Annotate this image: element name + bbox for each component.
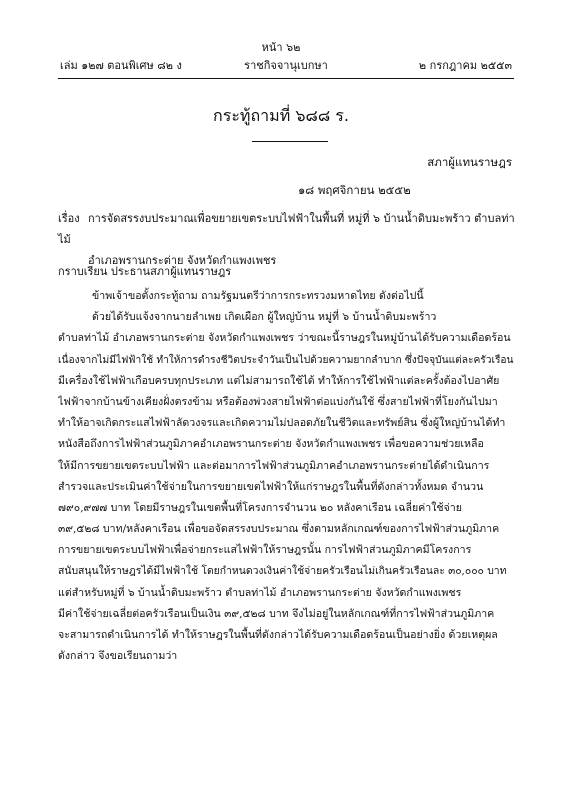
subject-text-1: การจัดสรรงบประมาณเพื่อขยายเขตระบบไฟฟ้าในพื้นที่ หมู่ที่ ๖ บ้านน้ำดิบมะพร้าว ตำบลท่าไม้ bbox=[58, 212, 515, 246]
body-line: มีค่าใช้จ่ายเฉลี่ยต่อครัวเรือนเป็นเงิน ๓๙,๕๒๘ บาท จึงไม่อยู่ในหลักเกณฑ์ที่การไฟฟ้าส่วนภูมิภาค bbox=[58, 607, 495, 620]
body-line: ไฟฟ้าจากบ้านข้างเคียงฝั่งตรงข้าม หรือต้องพ่วงสายไฟฟ้าต่อแบ่งกันใช้ ซึ่งสายไฟฟ้าที่โยงกันไปมา bbox=[58, 395, 498, 408]
body-line: มีเครื่องใช้ไฟฟ้าเกือบครบทุกประเภท แต่ไม่สามารถใช้ได้ ทำให้การใช้ไฟฟ้าแต่ละครั้งต้องไปอาศัย bbox=[58, 374, 500, 387]
salutation: กราบเรียน ประธานสภาผู้แทนราษฎร bbox=[58, 265, 232, 278]
body-line: ๗๙๐,๙๗๗ บาท โดยมีราษฎรในเขตพื้นที่โครงการจำนวน ๒๐ หลังคาเรือน เฉลี่ยค่าใช้จ่าย bbox=[58, 501, 462, 514]
sender-name: สภาผู้แทนราษฎร bbox=[427, 155, 512, 169]
gazette-header bbox=[60, 56, 512, 72]
body-line: ข้าพเจ้าขอตั้งกระทู้ถาม ถามรัฐมนตรีว่าการกระทรวงมหาดไทย ดังต่อไปนี้ bbox=[92, 290, 424, 302]
body-line: หนังสือถึงการไฟฟ้าส่วนภูมิภาคอำเภอพรานกระต่าย จังหวัดกำแพงเพชร เพื่อขอความช่วยเหลือ bbox=[58, 438, 484, 451]
body-line: ให้มีการขยายเขตระบบไฟฟ้า และต่อมาการไฟฟ้าส่วนภูมิภาคอำเภอพรานกระต่ายได้ดำเนินการ bbox=[58, 459, 490, 472]
body-line: การขยายเขตระบบไฟฟ้าเพื่อจ่ายกระแสไฟฟ้าให้ราษฎรนั้น การไฟฟ้าส่วนภูมิภาคมีโครงการ bbox=[58, 544, 472, 557]
body-line: ๓๙,๕๒๘ บาท/หลังคาเรือน เพื่อขอจัดสรรงบประมาณ ซึ่งตามหลักเกณฑ์ของการไฟฟ้าส่วนภูมิภาค bbox=[58, 523, 500, 536]
header-date: ๒ กรกฎาคม ๒๕๕๓ bbox=[418, 59, 512, 72]
document-date: ๑๘ พฤศจิกายน ๒๕๕๒ bbox=[298, 183, 411, 197]
header-volume: เล่ม ๑๒๗ ตอนพิเศษ ๘๒ ง bbox=[60, 59, 182, 72]
body-line: สำรวจและประเมินค่าใช้จ่ายในการขยายเขตไฟฟ้าให้แก่ราษฎรในพื้นที่ดังกล่าวทั้งหมด จำนวน bbox=[58, 480, 484, 493]
body-line: ดังกล่าว จึงขอเรียนถามว่า bbox=[58, 650, 178, 663]
page-number: หน้า ๖๒ bbox=[261, 41, 301, 54]
header-publication: ราชกิจจานุเบกษา bbox=[244, 59, 328, 72]
body-line: แต่สำหรับหมู่ที่ ๖ บ้านน้ำดิบมะพร้าว ตำบลท่าไม้ อำเภอพรานกระต่าย จังหวัดกำแพงเพชร bbox=[58, 586, 462, 599]
header-divider bbox=[58, 78, 514, 79]
body-line: เนื่องจากไม่มีไฟฟ้าใช้ ทำให้การดำรงชีวิตประจำวันเป็นไปด้วยความยากลำบาก ซึ่งปัจจุบันแต่ละครัวเรือน bbox=[58, 354, 514, 366]
body-line: ทำให้อาจเกิดกระแสไฟฟ้าลัดวงจรและเกิดความไม่ปลอดภัยในชีวิตและทรัพย์สิน ซึ่งผู้ใหญ่บ้านได้ทำ bbox=[58, 417, 506, 430]
body-line: สนับสนุนให้ราษฎรได้มีไฟฟ้าใช้ โดยกำหนดวงเงินค่าใช้จ่ายครัวเรือนไม่เกินครัวเรือนละ ๓๐,๐๐๐ บาท bbox=[58, 565, 507, 578]
body-line: จะสามารถดำเนินการได้ ทำให้ราษฎรในพื้นที่ดังกล่าวได้รับความเดือดร้อนเป็นอย่างยิ่ง ด้วยเหตุผล bbox=[58, 629, 498, 641]
body-line: ด้วยได้รับแจ้งจากนายลำเพย เกิดเผือก ผู้ใหญ่บ้าน หมู่ที่ ๖ บ้านน้ำดิบมะพร้าว bbox=[92, 311, 437, 324]
subject-line-1 bbox=[58, 208, 518, 250]
subject-line-2: อำเภอพรานกระต่าย จังหวัดกำแพงเพชร bbox=[88, 254, 277, 267]
document-title: กระทู้ถามที่ ๖๘๘ ร. bbox=[213, 106, 349, 125]
title-underline bbox=[252, 141, 328, 142]
body-line: ตำบลท่าไม้ อำเภอพรานกระต่าย จังหวัดกำแพงเพชร ว่าขณะนี้ราษฎรในหมู่บ้านได้รับความเดือดร้อน bbox=[58, 332, 511, 345]
body-text bbox=[58, 286, 514, 667]
subject-label: เรื่อง bbox=[58, 212, 80, 225]
